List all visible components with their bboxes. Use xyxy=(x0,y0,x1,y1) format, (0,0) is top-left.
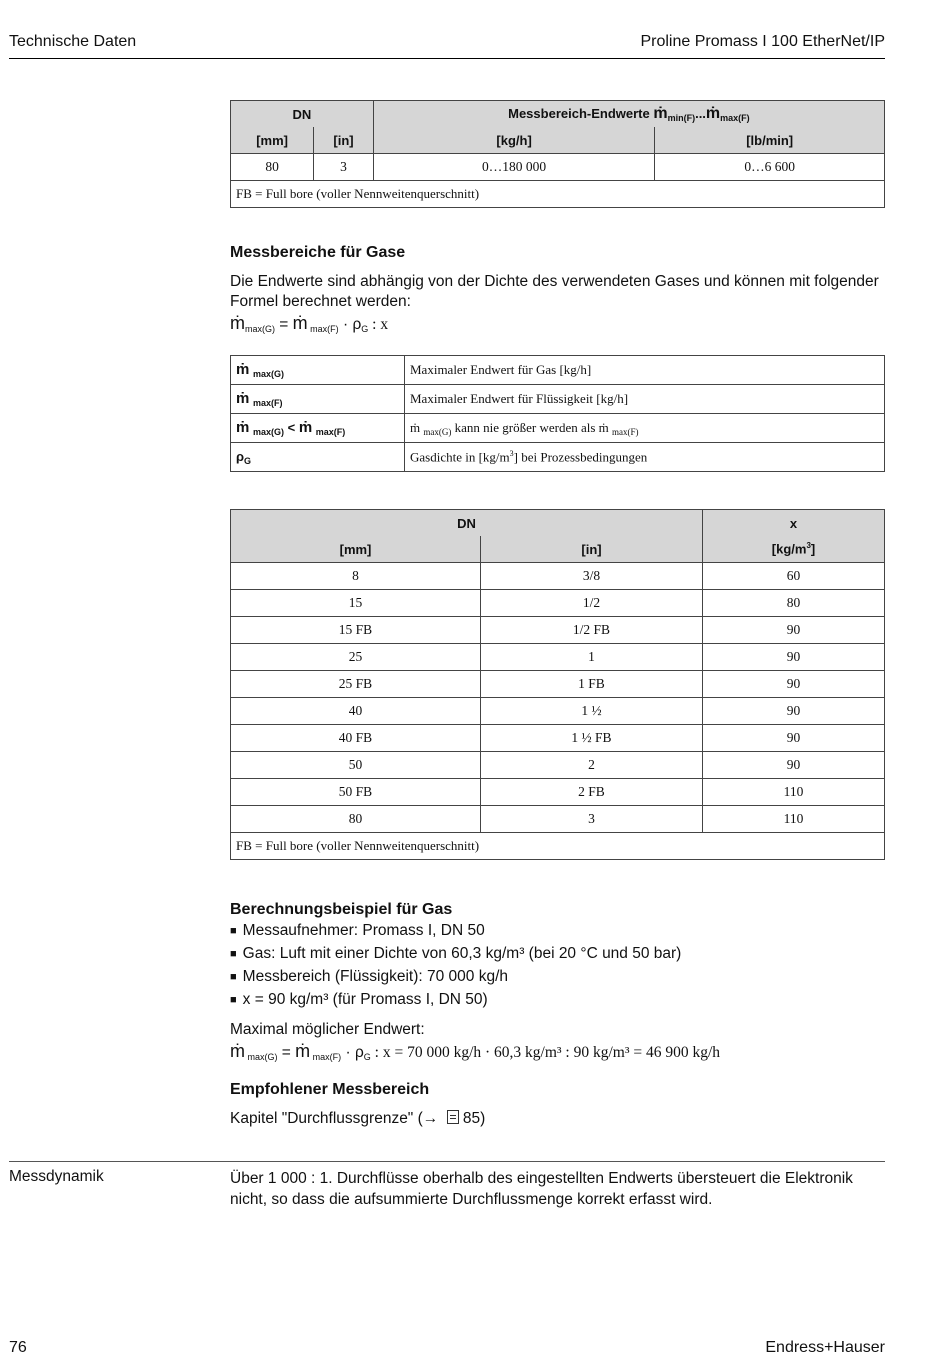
cell: 1/2 FB xyxy=(481,617,703,644)
gas-formula: ṁ$_{max(G)}$ = ṁ $_{max(F)} \cdot \rho_G$ : x xyxy=(230,313,389,334)
cell: 60 xyxy=(703,563,885,590)
th-mm: [mm] xyxy=(231,536,481,563)
cell: 2 xyxy=(481,752,703,779)
page-number: 76 xyxy=(9,1339,27,1356)
cell: 0…180 000 xyxy=(373,154,655,181)
table2-container xyxy=(230,509,885,860)
cell: 1 ½ FB xyxy=(481,725,703,752)
footer-brand: Endress+Hauser xyxy=(765,1339,885,1356)
cell: 50 xyxy=(231,752,481,779)
th-dn: DN xyxy=(231,101,374,128)
cell: 3/8 xyxy=(481,563,703,590)
section-label-messdynamik: Messdynamik xyxy=(9,1168,104,1185)
symbol-cell: $\rho_G$ xyxy=(231,443,405,472)
cell: 90 xyxy=(703,698,885,725)
cell: 2 FB xyxy=(481,779,703,806)
table1-container xyxy=(230,100,885,208)
th-kgh: [kg/h] xyxy=(373,127,655,154)
cell: 80 xyxy=(703,590,885,617)
th-lbmin: [lb/min] xyxy=(655,127,885,154)
cell: 80 xyxy=(231,806,481,833)
table-row xyxy=(231,590,885,617)
cell: 3 xyxy=(481,806,703,833)
cell: 8 xyxy=(231,563,481,590)
definitions-table xyxy=(230,355,885,472)
table-row xyxy=(231,725,885,752)
th-dn: DN xyxy=(231,510,703,537)
table-row xyxy=(231,644,885,671)
description-cell: ṁ $_{max(G)}$ kann nie größer werden als ṁ $_{max(F)}$ xyxy=(405,414,885,443)
list-item: ■ Messbereich (Flüssigkeit): 70 000 kg/h xyxy=(230,966,885,989)
th-x: x xyxy=(703,510,885,537)
page-header-right: Proline Promass I 100 EtherNet/IP xyxy=(640,33,885,50)
table-row xyxy=(231,154,885,181)
header-rule xyxy=(9,58,885,59)
cell: 110 xyxy=(703,806,885,833)
cell: 15 xyxy=(231,590,481,617)
symbol-cell: ṁ $_{max(G)}$ < ṁ $_{max(F)}$ xyxy=(231,414,405,443)
cell: 90 xyxy=(703,644,885,671)
description-cell: Maximaler Endwert für Flüssigkeit [kg/h] xyxy=(405,385,885,414)
page-header-left: Technische Daten xyxy=(9,33,137,50)
section-rule xyxy=(9,1161,885,1162)
th-in: [in] xyxy=(314,127,374,154)
recommended-text: Kapitel "Durchflussgrenze" (→ 85) xyxy=(230,1110,486,1127)
page-ref[interactable]: 85) xyxy=(458,1110,486,1127)
section-heading: Empfohlener Messbereich xyxy=(230,1081,430,1098)
cell: 90 xyxy=(703,617,885,644)
table-row xyxy=(231,617,885,644)
table-row xyxy=(231,414,885,443)
cell: 80 xyxy=(231,154,314,181)
cell: 50 FB xyxy=(231,779,481,806)
cell: 90 xyxy=(703,671,885,698)
cell: 3 xyxy=(314,154,374,181)
messdynamik-text: Über 1 000 : 1. Durchflüsse oberhalb des eingestellten Endwerts übersteuert die Elektronik nicht, so dass die aufsummierte Durchflussmenge korrekt erfasst wird. xyxy=(230,1170,853,1208)
flow-range-table xyxy=(230,100,885,208)
table-row xyxy=(231,385,885,414)
max-label: Maximal möglicher Endwert: xyxy=(230,1021,425,1038)
example-list xyxy=(230,920,885,1012)
cell: 1 FB xyxy=(481,671,703,698)
table-row xyxy=(231,443,885,472)
section-heading: Berechnungsbeispiel für Gas xyxy=(230,901,453,918)
table-note: FB = Full bore (voller Nennweitenquerschnitt) xyxy=(231,833,885,860)
description-cell: Gasdichte in $[kg/m^3]$ bei Prozessbedingungen xyxy=(405,443,885,472)
gas-intro: Die Endwerte sind abhängig von der Dichte des verwendeten Gases und können mit folgender Formel berechnet werden: xyxy=(230,273,879,310)
list-item: ■ x = 90 kg/m³ (für Promass I, DN 50) xyxy=(230,989,885,1012)
example-section xyxy=(230,901,885,1067)
cell: 40 FB xyxy=(231,725,481,752)
cell: 25 xyxy=(231,644,481,671)
cell: 1 ½ xyxy=(481,698,703,725)
symbol-cell: ṁ $_{max(G)}$ xyxy=(231,356,405,385)
cell: 15 FB xyxy=(231,617,481,644)
cell: 1 xyxy=(481,644,703,671)
definitions-container xyxy=(230,355,885,472)
cell: 40 xyxy=(231,698,481,725)
table-row xyxy=(231,779,885,806)
cell: 1/2 xyxy=(481,590,703,617)
list-item: ■ Messaufnehmer: Promass I, DN 50 xyxy=(230,920,885,943)
cell: 90 xyxy=(703,725,885,752)
list-item: ■ Gas: Luft mit einer Dichte von 60,3 kg/m³ (bei 20 °C und 50 bar) xyxy=(230,943,885,966)
cell: 90 xyxy=(703,752,885,779)
table-row xyxy=(231,356,885,385)
page-icon xyxy=(447,1110,459,1124)
gas-section xyxy=(230,244,885,339)
gas-x-table xyxy=(230,509,885,860)
table-row xyxy=(231,752,885,779)
description-cell: Maximaler Endwert für Gas [kg/h] xyxy=(405,356,885,385)
th-unit: $[kg/m^3]$ xyxy=(703,536,885,563)
th-mm: [mm] xyxy=(231,127,314,154)
table-row xyxy=(231,806,885,833)
table-row xyxy=(231,698,885,725)
example-formula: ṁ $_{max(G)}$ = ṁ $_{max(F)} \cdot \rho_G$ : x = 70 000 kg/h · 60,3 kg/m³ : 90 kg/m³ = 46 900 kg/h xyxy=(230,1041,721,1062)
recommended-section xyxy=(230,1081,885,1129)
th-range: Messbereich-Endwerte ṁ$_{min(F)}$...ṁ$_{max(F)}$ xyxy=(373,101,884,128)
cell: 0…6 600 xyxy=(655,154,885,181)
th-in: [in] xyxy=(481,536,703,563)
cell: 25 FB xyxy=(231,671,481,698)
cell: 110 xyxy=(703,779,885,806)
table-row xyxy=(231,563,885,590)
table-row xyxy=(231,671,885,698)
table-note: FB = Full bore (voller Nennweitenquerschnitt) xyxy=(231,181,885,208)
arrow-icon: → xyxy=(422,1110,439,1127)
section-heading: Messbereiche für Gase xyxy=(230,244,406,261)
symbol-cell: ṁ $_{max(F)}$ xyxy=(231,385,405,414)
